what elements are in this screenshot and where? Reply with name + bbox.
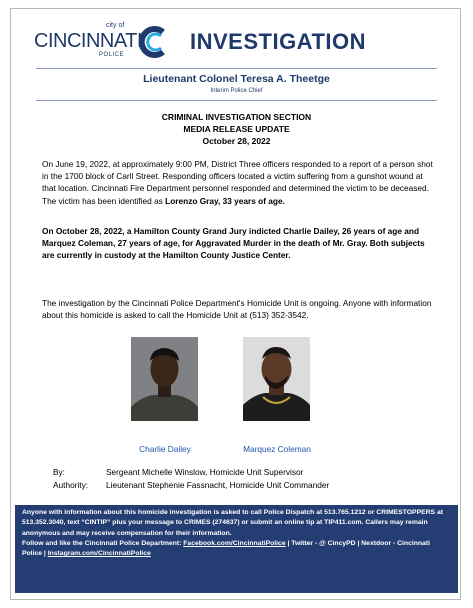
credit-by-value: Sergeant Michelle Winslow, Homicide Unit Supervisor [106, 467, 304, 477]
credit-authority-label: Authority: [53, 480, 89, 490]
tip-footer [15, 505, 458, 593]
logo-police-text: POLICE [99, 52, 125, 58]
suspect-caption-2: Marquez Coleman [243, 444, 311, 454]
footer-social [22, 539, 451, 560]
cincinnati-police-logo [34, 22, 169, 62]
footer-twitter-nextdoor: | Twitter - @ CincyPD | Nextdoor - Cincinnati Police | [22, 539, 430, 558]
header-divider-bottom [36, 100, 437, 101]
credit-by-label: By: [53, 467, 65, 477]
release-type: MEDIA RELEASE UPDATE [183, 124, 290, 134]
footer-follow-prefix: Follow and like the Cincinnati Police Department: [22, 539, 184, 547]
credit-by [53, 467, 303, 477]
instagram-link[interactable]: Instagram.com/CincinnatiPolice [47, 550, 151, 558]
credit-authority-value: Lieutenant Stephenie Fassnacht, Homicide Unit Commander [106, 480, 330, 490]
indictment-paragraph: On October 28, 2022, a Hamilton County Grand Jury indicted Charlie Dailey, 26 years of age and Marquez Coleman, 27 years of age, for Aggravated Murder in the death of Mr. Gray. Both subjects are currently in custody at the Hamilton County Justice Center. [42, 226, 425, 261]
victim-identity: Lorenzo Gray, 33 years of age. [165, 195, 285, 206]
credit-authority [53, 480, 329, 490]
investigation-paragraph: The investigation by the Cincinnati Police Department's Homicide Unit is ongoing. Anyone with information about this homicide is asked to call the Homicide Unit at (513) 352-3542. [42, 298, 432, 321]
chief-title: Interim Police Chief [210, 88, 263, 94]
logo-name-text: CINCINNATI [34, 30, 142, 52]
suspect-photo-marquez-coleman [243, 337, 310, 421]
facebook-link[interactable]: Facebook.com/CincinnatiPolice [183, 539, 286, 547]
suspect-photo-charlie-dailey [131, 337, 198, 421]
section-name: CRIMINAL INVESTIGATION SECTION [161, 112, 312, 122]
suspect-caption-1: Charlie Dailey [139, 444, 191, 454]
footer-tip-text: Anyone with information about this homicide investigation is asked to call Police Dispatch at 513.765.1212 or CRIMESTOPPERS at 513.352.3040, text “CINTIP” plus your message to CRIMES (274637) or submit an online tip at TIP411.com. Callers may remain anonymous and may receive compensation for their information. [22, 509, 444, 537]
incident-text: On June 19, 2022, at approximately 9:00 PM, District Three officers responded to a report of a person shot in the 1700 block of Carll Street. Responding officers located a victim suffering from a gunshot wound at that location. Cincinnati Fire Department personnel responded and determined the victim to be deceased. The victim has been identified as [42, 159, 433, 206]
logo-city-text: city of [106, 22, 125, 29]
release-heading [0, 111, 473, 147]
incident-paragraph [42, 158, 435, 207]
city-c-logo-icon [136, 24, 169, 60]
release-date: October 28, 2022 [202, 136, 271, 146]
page-headline: INVESTIGATION [190, 29, 366, 54]
header-divider-top [36, 68, 437, 69]
chief-name: Lieutenant Colonel Teresa A. Theetge [143, 73, 330, 85]
